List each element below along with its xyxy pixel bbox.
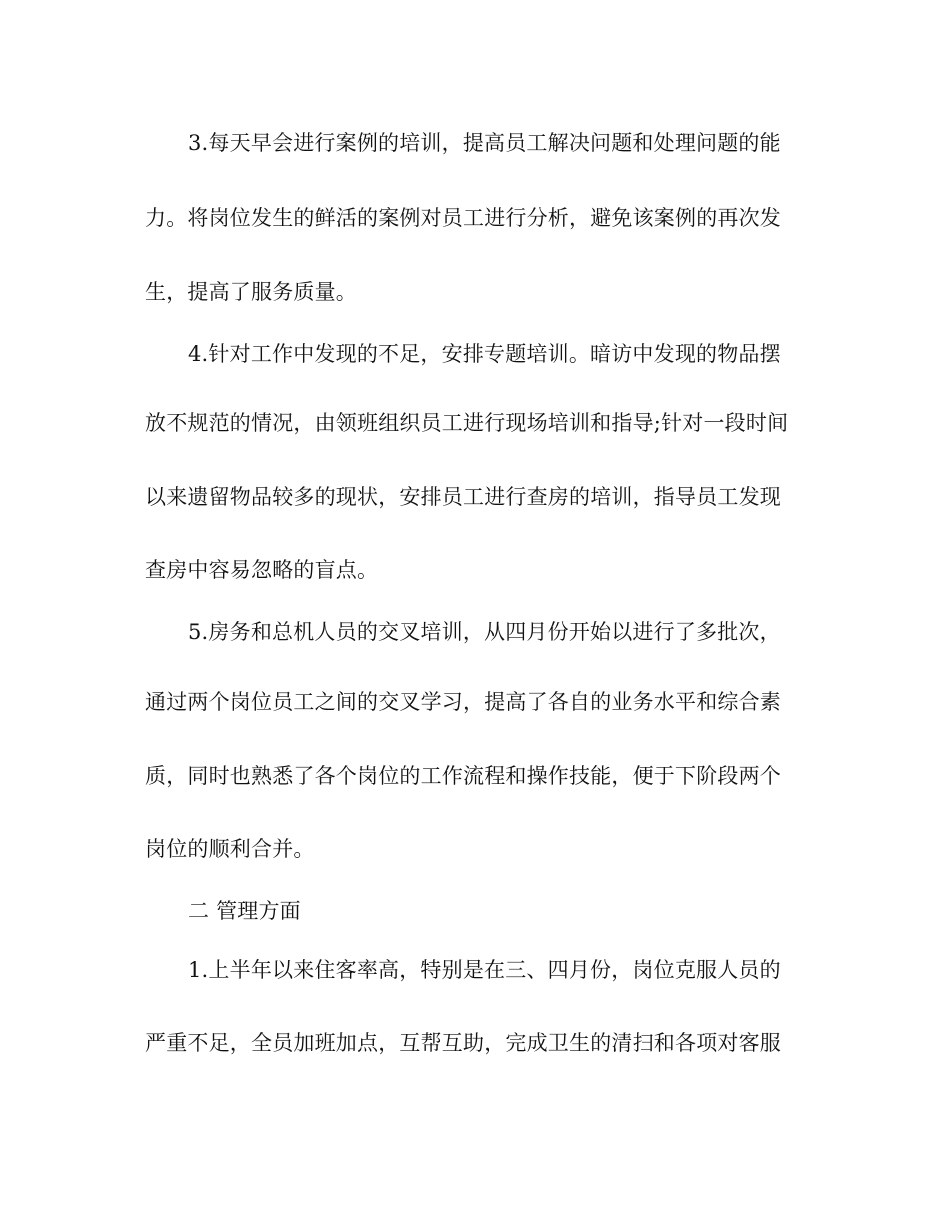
- paragraph-4-line-2: 放不规范的情况，由领班组织员工进行现场培训和指导;针对一段时间: [145, 411, 789, 435]
- paragraph-4-line-4: 查房中容易忽略的盲点。: [145, 558, 379, 582]
- paragraph-5-line-4: 岗位的顺利合并。: [145, 837, 315, 861]
- paragraph-3-line-2: 力。将岗位发生的鲜活的案例对员工进行分析，避免该案例的再次发: [145, 206, 781, 230]
- paragraph-5-line-1: 5.房务和总机人员的交叉培训，从四月份开始以进行了多批次，: [188, 620, 781, 644]
- paragraph-3-line-3: 生，提高了服务质量。: [145, 280, 357, 304]
- paragraph-4-line-1: 4.针对工作中发现的不足，安排专题培训。暗访中发现的物品摆: [188, 342, 781, 366]
- paragraph-4-line-3: 以来遗留物品较多的现状，安排员工进行查房的培训，指导员工发现: [145, 485, 781, 509]
- management-paragraph-1-line-2: 严重不足，全员加班加点，互帮互助，完成卫生的清扫和各项对客服: [145, 1031, 781, 1055]
- section-heading-management: 二 管理方面: [188, 899, 301, 923]
- paragraph-5-line-2: 通过两个岗位员工之间的交叉学习，提高了各自的业务水平和综合素: [145, 690, 781, 714]
- paragraph-3-line-1: 3.每天早会进行案例的培训，提高员工解决问题和处理问题的能: [188, 131, 781, 155]
- paragraph-5-line-3: 质，同时也熟悉了各个岗位的工作流程和操作技能，便于下阶段两个: [145, 764, 781, 788]
- management-paragraph-1-line-1: 1.上半年以来住客率高，特别是在三、四月份，岗位克服人员的: [188, 958, 781, 982]
